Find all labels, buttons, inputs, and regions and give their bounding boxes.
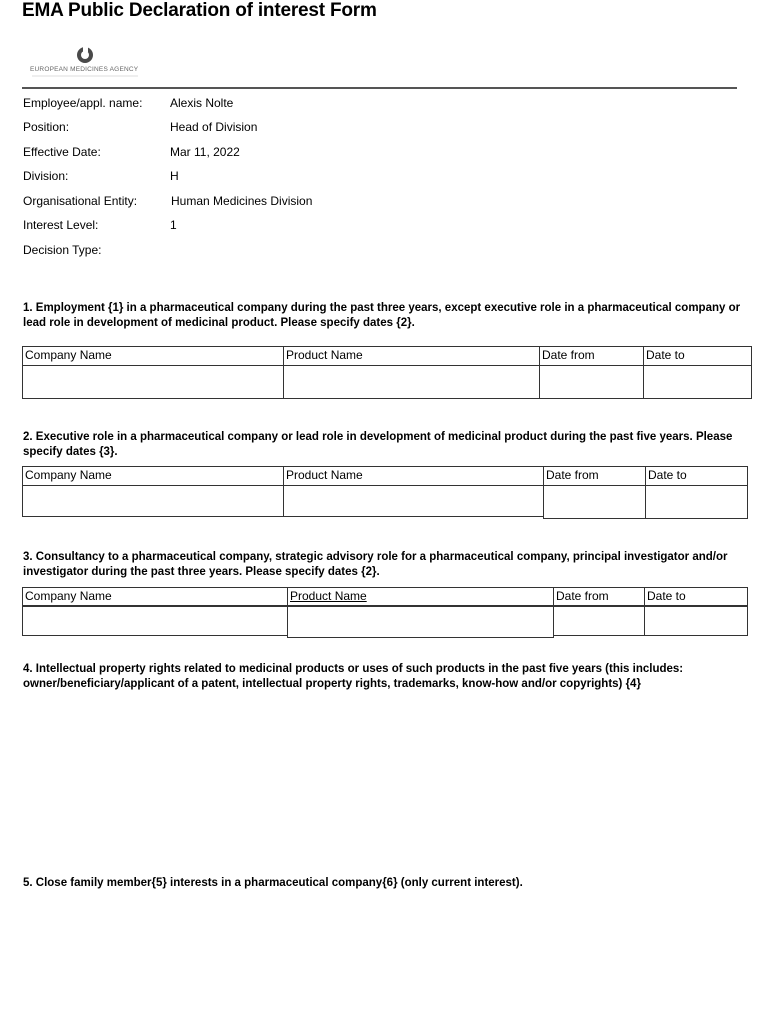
page-title: EMA Public Declaration of interest Form <box>22 0 377 21</box>
table-cell-date-to[interactable] <box>643 365 752 399</box>
field-label-division: Division: <box>23 169 69 183</box>
table-header-date-from: Date from <box>543 466 646 486</box>
table-cell-company-name[interactable] <box>22 485 284 517</box>
field-label-employee: Employee/appl. name: <box>23 96 143 110</box>
table-cell-date-to[interactable] <box>645 485 748 519</box>
section-2-heading: 2. Executive role in a pharmaceutical company or lead role in development of medicinal product during the past five years. Please specify dates {3}. <box>23 431 733 458</box>
table-cell-date-from[interactable] <box>543 485 646 519</box>
field-value-effective-date: Mar 11, 2022 <box>170 145 240 159</box>
field-label-decision-type: Decision Type: <box>23 243 102 257</box>
field-value-division: H <box>170 169 179 183</box>
field-value-interest-level: 1 <box>170 218 177 232</box>
header-divider <box>22 87 737 89</box>
ema-logo-icon <box>30 46 140 82</box>
section-1-heading: 1. Employment {1} in a pharmaceutical company during the past three years, except executive role in a pharmaceutical company or lead role in development of medicinal product. Please specify dates {2}. <box>23 302 741 329</box>
table-cell-date-from[interactable] <box>553 605 645 636</box>
table-header-date-to: Date to <box>643 346 752 366</box>
section-5-heading: 5. Close family member{5} interests in a pharmaceutical company{6} (only current interest). <box>23 877 523 889</box>
field-label-organisational-entity: Organisational Entity: <box>23 194 138 208</box>
field-value-employee: Alexis Nolte <box>170 96 234 110</box>
table-header-product-name: Product Name <box>283 346 540 366</box>
table-header-date-from: Date from <box>553 587 645 607</box>
table-header-company-name: Company Name <box>22 587 288 607</box>
field-label-interest-level: Interest Level: <box>23 218 99 232</box>
table-header-company-name: Company Name <box>22 466 284 486</box>
field-label-effective-date: Effective Date: <box>23 145 101 159</box>
table-header-date-from: Date from <box>539 346 644 366</box>
table-header-date-to: Date to <box>644 587 748 607</box>
section-3-heading: 3. Consultancy to a pharmaceutical company, strategic advisory role for a pharmaceutical company, principal investigator and/or investigator during the past three years. Please specify dates {2}. <box>23 551 728 578</box>
table-header-company-name: Company Name <box>22 346 284 366</box>
field-value-position: Head of Division <box>170 120 258 134</box>
table-cell-company-name[interactable] <box>22 605 288 636</box>
table-header-product-name: Product Name <box>287 587 554 607</box>
section-4-heading: 4. Intellectual property rights related to medicinal products or uses of such products in the past five years (this includes: owner/beneficiary/applicant of a patent, intellectual property rights, trademarks, know-how and/or copyrights) {4} <box>23 663 684 690</box>
ema-logo <box>30 46 140 82</box>
table-header-date-to: Date to <box>645 466 748 486</box>
table-cell-product-name[interactable] <box>287 605 554 638</box>
logo-text: EUROPEAN MEDICINES AGENCY <box>30 66 139 73</box>
table-cell-date-to[interactable] <box>644 605 748 636</box>
field-value-organisational-entity: Human Medicines Division <box>171 194 313 208</box>
table-cell-company-name[interactable] <box>22 365 284 399</box>
table-cell-product-name[interactable] <box>283 365 540 399</box>
table-cell-date-from[interactable] <box>539 365 644 399</box>
table-header-product-name: Product Name <box>283 466 544 486</box>
table-cell-product-name[interactable] <box>283 485 544 517</box>
field-label-position: Position: <box>23 120 70 134</box>
